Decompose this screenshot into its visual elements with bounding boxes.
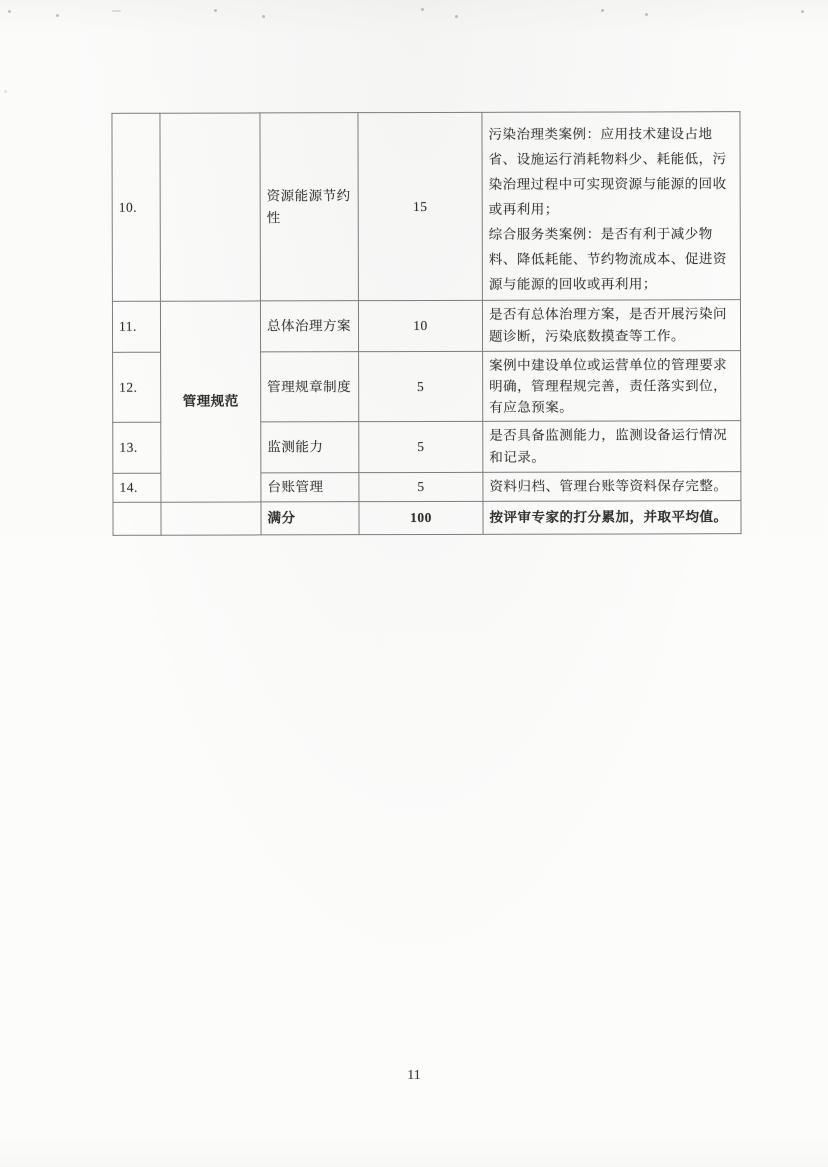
criterion-name: 资源能源节约性	[260, 113, 358, 301]
row-number: 13.	[113, 422, 161, 473]
evaluation-criteria-table	[111, 111, 741, 536]
criterion-description: 资料归档、管理台账等资料保存完整。	[483, 472, 741, 502]
scan-speck	[4, 90, 7, 93]
total-row	[113, 501, 741, 536]
scan-speck	[214, 9, 217, 12]
description-paragraph: 综合服务类案例：是否有利于减少物料、降低耗能、节约物流成本、促进资源与能源的回收或再利用；	[488, 226, 727, 292]
total-score: 100	[359, 501, 483, 534]
table-row	[112, 300, 740, 353]
row-number: 10.	[112, 113, 160, 301]
criterion-name: 台账管理	[261, 473, 359, 502]
criterion-description: 是否有总体治理方案，是否开展污染问题诊断，污染底数摸查等工作。	[482, 300, 740, 352]
criterion-description	[482, 112, 740, 301]
criterion-name: 总体治理方案	[260, 301, 358, 352]
criterion-name: 管理规章制度	[261, 352, 359, 422]
scan-speck	[645, 13, 648, 16]
score-value: 10	[358, 300, 482, 351]
criterion-description: 是否具备监测能力，监测设备运行情况和记录。	[483, 421, 741, 473]
row-number: 11.	[112, 301, 160, 352]
total-label: 满分	[261, 502, 359, 535]
scan-speck	[455, 15, 458, 18]
category-cell-empty	[160, 113, 260, 301]
row-number-empty	[113, 502, 161, 535]
criterion-name: 监测能力	[261, 422, 359, 473]
score-value: 5	[359, 351, 483, 421]
score-value: 5	[359, 421, 483, 472]
scan-speck	[8, 10, 11, 13]
criterion-description: 案例中建设单位或运营单位的管理要求明确，管理程规完善，责任落实到位，有应急预案。	[483, 351, 741, 422]
scan-speck	[801, 10, 804, 13]
description-paragraph: 污染治理类案例：应用技术建设占地省、设施运行消耗物料少、耗能低，污染治理过程中可实现资源与能源的回收或再利用；	[488, 126, 727, 217]
scan-speck	[112, 10, 121, 12]
scan-speck	[56, 14, 59, 17]
scan-speck	[421, 8, 424, 11]
scan-speck	[262, 15, 265, 18]
score-value: 5	[359, 472, 483, 501]
row-number: 12.	[113, 352, 161, 422]
category-cell-empty	[161, 502, 261, 535]
scan-speck	[601, 9, 604, 12]
score-value: 15	[358, 112, 482, 300]
row-number: 14.	[113, 473, 161, 502]
page-number: 11	[407, 1068, 421, 1083]
total-description: 按评审专家的打分累加，并取平均值。	[483, 501, 741, 535]
table-row	[112, 112, 740, 302]
category-cell: 管理规范	[160, 301, 261, 502]
